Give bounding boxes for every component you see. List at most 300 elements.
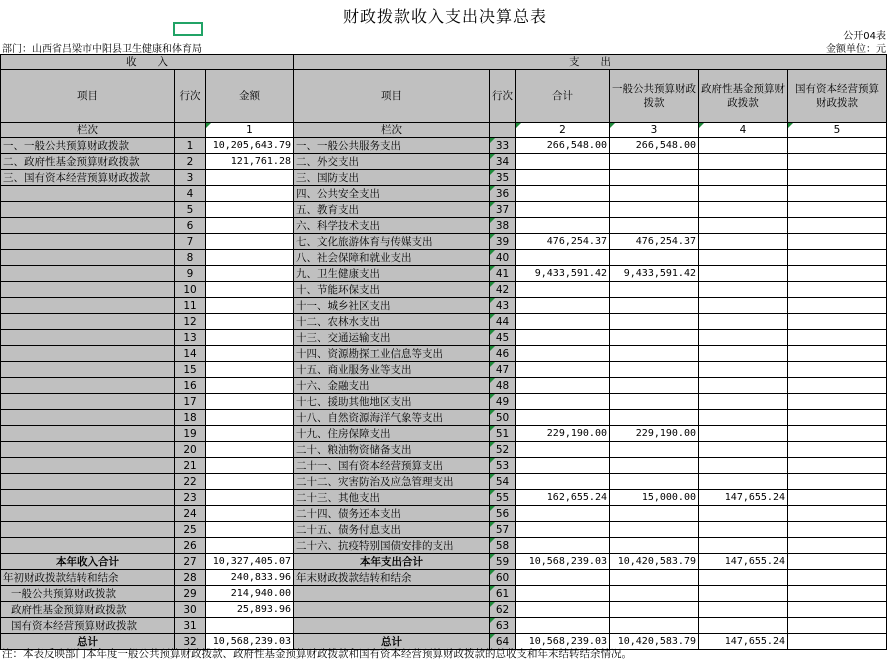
column-label-expense: 栏次 (294, 123, 490, 138)
state-capital-cell[interactable] (788, 554, 887, 570)
income-item-cell[interactable] (1, 346, 175, 362)
header-row-column-numbers (1, 123, 887, 138)
state-capital-cell[interactable] (788, 586, 887, 602)
gov-fund-cell[interactable] (699, 346, 788, 362)
state-capital-cell[interactable] (788, 474, 887, 490)
income-item-cell[interactable] (1, 330, 175, 346)
state-capital-cell[interactable] (788, 490, 887, 506)
gov-fund-cell[interactable] (699, 538, 788, 554)
total-amount-cell[interactable] (516, 442, 610, 458)
general-budget-cell[interactable] (610, 410, 699, 426)
gov-fund-cell[interactable] (699, 314, 788, 330)
income-rowno-cell[interactable]: 20 (175, 442, 206, 458)
gov-fund-cell[interactable] (699, 394, 788, 410)
expense-item-cell[interactable]: 八、社会保障和就业支出 (294, 250, 490, 266)
total-amount-cell[interactable]: 9,433,591.42 (516, 266, 610, 282)
expense-rowno-cell[interactable]: 43 (490, 298, 516, 314)
general-budget-cell[interactable]: 10,420,583.79 (610, 634, 699, 650)
income-amount-cell[interactable] (206, 522, 294, 538)
expense-rowno-cell[interactable]: 34 (490, 154, 516, 170)
expense-rowno-cell[interactable]: 63 (490, 618, 516, 634)
expense-item-cell[interactable]: 十、节能环保支出 (294, 282, 490, 298)
table-row (1, 330, 887, 346)
income-rowno-cell[interactable]: 19 (175, 426, 206, 442)
total-amount-cell[interactable] (516, 602, 610, 618)
income-rowno-cell[interactable]: 17 (175, 394, 206, 410)
expense-rowno-cell[interactable]: 33 (490, 138, 516, 154)
income-item-cell[interactable] (1, 362, 175, 378)
income-amount-cell[interactable] (206, 314, 294, 330)
expense-item-cell[interactable]: 十四、资源勘探工业信息等支出 (294, 346, 490, 362)
income-item-cell[interactable]: 一、一般公共预算财政拨款 (1, 138, 175, 154)
state-capital-cell[interactable] (788, 442, 887, 458)
income-rowno-cell[interactable]: 15 (175, 362, 206, 378)
income-amount-cell[interactable] (206, 442, 294, 458)
expense-item-cell[interactable]: 二、外交支出 (294, 154, 490, 170)
gov-fund-cell[interactable] (699, 234, 788, 250)
expense-rowno-cell[interactable]: 56 (490, 506, 516, 522)
income-rowno-cell[interactable]: 25 (175, 522, 206, 538)
general-budget-cell[interactable] (610, 186, 699, 202)
gov-fund-cell[interactable] (699, 378, 788, 394)
general-budget-cell[interactable] (610, 618, 699, 634)
income-amount-cell[interactable] (206, 410, 294, 426)
income-amount-cell[interactable]: 10,568,239.03 (206, 634, 294, 650)
income-item-cell[interactable] (1, 282, 175, 298)
expense-rowno-cell[interactable]: 45 (490, 330, 516, 346)
gov-fund-cell[interactable] (699, 266, 788, 282)
income-amount-cell[interactable] (206, 218, 294, 234)
income-amount-header: 金额 (206, 70, 294, 123)
expense-rowno-cell[interactable]: 44 (490, 314, 516, 330)
state-capital-cell[interactable] (788, 314, 887, 330)
total-amount-cell[interactable] (516, 154, 610, 170)
total-amount-cell[interactable]: 10,568,239.03 (516, 634, 610, 650)
general-budget-cell[interactable]: 9,433,591.42 (610, 266, 699, 282)
gov-fund-cell[interactable] (699, 618, 788, 634)
total-amount-cell[interactable] (516, 570, 610, 586)
table-row (1, 154, 887, 170)
expense-item-cell[interactable]: 一、一般公共服务支出 (294, 138, 490, 154)
expense-rowno-cell[interactable]: 60 (490, 570, 516, 586)
income-rowno-cell[interactable]: 13 (175, 330, 206, 346)
expense-rowno-cell[interactable]: 37 (490, 202, 516, 218)
income-rowno-cell[interactable]: 8 (175, 250, 206, 266)
total-amount-cell[interactable] (516, 538, 610, 554)
general-budget-cell[interactable] (610, 218, 699, 234)
expense-rowno-cell[interactable]: 59 (490, 554, 516, 570)
state-capital-cell[interactable] (788, 378, 887, 394)
income-item-cell[interactable] (1, 522, 175, 538)
income-item-cell[interactable] (1, 186, 175, 202)
gov-fund-cell[interactable] (699, 426, 788, 442)
income-rowno-cell[interactable]: 16 (175, 378, 206, 394)
state-capital-cell[interactable] (788, 138, 887, 154)
income-amount-cell[interactable] (206, 426, 294, 442)
total-amount-cell[interactable] (516, 410, 610, 426)
income-amount-cell[interactable]: 10,327,405.07 (206, 554, 294, 570)
expense-rowno-cell[interactable]: 38 (490, 218, 516, 234)
general-budget-cell[interactable] (610, 362, 699, 378)
state-capital-cell[interactable] (788, 602, 887, 618)
general-budget-cell[interactable] (610, 202, 699, 218)
expense-rowno-cell[interactable]: 42 (490, 282, 516, 298)
state-capital-cell[interactable] (788, 186, 887, 202)
general-budget-cell[interactable] (610, 170, 699, 186)
expense-item-cell[interactable]: 年末财政拨款结转和结余 (294, 570, 490, 586)
income-amount-cell[interactable] (206, 170, 294, 186)
gov-fund-cell[interactable]: 147,655.24 (699, 554, 788, 570)
income-item-cell[interactable] (1, 266, 175, 282)
expense-rowno-cell[interactable]: 58 (490, 538, 516, 554)
state-capital-cell[interactable] (788, 506, 887, 522)
income-amount-cell[interactable] (206, 234, 294, 250)
total-amount-cell[interactable] (516, 314, 610, 330)
expense-rowno-cell[interactable]: 54 (490, 474, 516, 490)
total-amount-cell[interactable] (516, 394, 610, 410)
expense-item-cell[interactable]: 十一、城乡社区支出 (294, 298, 490, 314)
income-amount-cell[interactable] (206, 458, 294, 474)
expense-rowno-cell[interactable]: 46 (490, 346, 516, 362)
income-item-cell[interactable] (1, 442, 175, 458)
expense-item-cell[interactable]: 十二、农林水支出 (294, 314, 490, 330)
income-item-cell[interactable]: 三、国有资本经营预算财政拨款 (1, 170, 175, 186)
income-item-cell[interactable]: 二、政府性基金预算财政拨款 (1, 154, 175, 170)
income-amount-cell[interactable] (206, 250, 294, 266)
state-capital-cell[interactable] (788, 458, 887, 474)
state-capital-cell[interactable] (788, 170, 887, 186)
state-capital-cell[interactable] (788, 266, 887, 282)
state-capital-cell[interactable] (788, 634, 887, 650)
income-item-cell[interactable] (1, 394, 175, 410)
total-amount-cell[interactable] (516, 522, 610, 538)
gov-fund-cell[interactable] (699, 298, 788, 314)
income-rowno-cell[interactable]: 24 (175, 506, 206, 522)
state-capital-cell[interactable] (788, 218, 887, 234)
gov-fund-cell[interactable] (699, 474, 788, 490)
table-row (1, 202, 887, 218)
state-capital-cell[interactable] (788, 202, 887, 218)
income-amount-cell[interactable] (206, 330, 294, 346)
gov-fund-cell[interactable] (699, 186, 788, 202)
income-rowno-cell[interactable]: 30 (175, 602, 206, 618)
expense-item-cell[interactable]: 二十一、国有资本经营预算支出 (294, 458, 490, 474)
table-row (1, 362, 887, 378)
income-amount-cell[interactable] (206, 618, 294, 634)
state-capital-cell[interactable] (788, 298, 887, 314)
expense-item-cell[interactable] (294, 586, 490, 602)
income-item-cell[interactable] (1, 458, 175, 474)
income-amount-cell[interactable] (206, 506, 294, 522)
general-budget-cell[interactable] (610, 394, 699, 410)
income-rowno-cell[interactable]: 5 (175, 202, 206, 218)
gov-fund-cell[interactable] (699, 362, 788, 378)
total-amount-cell[interactable] (516, 298, 610, 314)
income-amount-cell[interactable]: 121,761.28 (206, 154, 294, 170)
state-capital-cell[interactable] (788, 362, 887, 378)
expense-item-cell[interactable]: 总计 (294, 634, 490, 650)
income-amount-cell[interactable]: 240,833.96 (206, 570, 294, 586)
income-amount-cell[interactable]: 10,205,643.79 (206, 138, 294, 154)
gov-fund-cell[interactable] (699, 250, 788, 266)
income-amount-cell[interactable]: 25,893.96 (206, 602, 294, 618)
total-amount-cell[interactable] (516, 186, 610, 202)
expense-item-cell[interactable]: 十六、金融支出 (294, 378, 490, 394)
gov-fund-cell[interactable] (699, 330, 788, 346)
expense-item-cell[interactable]: 二十六、抗疫特别国债安排的支出 (294, 538, 490, 554)
income-amount-cell[interactable]: 214,940.00 (206, 586, 294, 602)
state-capital-cell[interactable] (788, 234, 887, 250)
income-amount-cell[interactable] (206, 298, 294, 314)
income-item-cell[interactable] (1, 490, 175, 506)
expense-rowno-cell[interactable]: 47 (490, 362, 516, 378)
state-capital-cell[interactable] (788, 346, 887, 362)
expense-item-cell[interactable]: 四、公共安全支出 (294, 186, 490, 202)
state-capital-cell[interactable] (788, 426, 887, 442)
expense-rowno-cell[interactable]: 41 (490, 266, 516, 282)
expense-rowno-cell[interactable]: 52 (490, 442, 516, 458)
state-capital-cell[interactable] (788, 618, 887, 634)
total-amount-cell[interactable] (516, 458, 610, 474)
general-budget-cell[interactable] (610, 442, 699, 458)
total-amount-cell[interactable]: 162,655.24 (516, 490, 610, 506)
income-item-cell[interactable]: 年初财政拨款结转和结余 (1, 570, 175, 586)
income-amount-cell[interactable] (206, 202, 294, 218)
gov-fund-cell[interactable] (699, 282, 788, 298)
income-rowno-cell[interactable]: 23 (175, 490, 206, 506)
gov-fund-cell[interactable] (699, 218, 788, 234)
income-item-cell[interactable] (1, 202, 175, 218)
general-budget-cell[interactable] (610, 602, 699, 618)
general-budget-cell[interactable] (610, 346, 699, 362)
expense-item-cell[interactable]: 十九、住房保障支出 (294, 426, 490, 442)
income-item-cell[interactable] (1, 378, 175, 394)
general-budget-cell[interactable]: 266,548.00 (610, 138, 699, 154)
expense-rowno-cell[interactable]: 48 (490, 378, 516, 394)
expense-item-cell[interactable]: 三、国防支出 (294, 170, 490, 186)
income-item-cell[interactable]: 国有资本经营预算财政拨款 (1, 618, 175, 634)
income-rowno-cell[interactable]: 7 (175, 234, 206, 250)
income-amount-cell[interactable] (206, 362, 294, 378)
expense-rowno-cell[interactable]: 40 (490, 250, 516, 266)
general-budget-cell[interactable] (610, 458, 699, 474)
general-budget-cell[interactable]: 10,420,583.79 (610, 554, 699, 570)
total-amount-cell[interactable]: 266,548.00 (516, 138, 610, 154)
income-rowno-cell[interactable]: 27 (175, 554, 206, 570)
gov-fund-cell[interactable] (699, 458, 788, 474)
income-item-cell[interactable] (1, 410, 175, 426)
income-amount-cell[interactable] (206, 266, 294, 282)
general-budget-cell[interactable]: 229,190.00 (610, 426, 699, 442)
expense-rowno-cell[interactable]: 53 (490, 458, 516, 474)
total-amount-cell[interactable] (516, 346, 610, 362)
general-budget-cell[interactable] (610, 586, 699, 602)
income-amount-cell[interactable] (206, 186, 294, 202)
income-rowno-cell[interactable]: 29 (175, 586, 206, 602)
expense-rowno-cell[interactable]: 61 (490, 586, 516, 602)
income-item-cell[interactable] (1, 426, 175, 442)
general-budget-cell[interactable] (610, 154, 699, 170)
state-capital-cell[interactable] (788, 154, 887, 170)
gov-fund-cell[interactable] (699, 202, 788, 218)
income-rowno-cell[interactable]: 28 (175, 570, 206, 586)
general-budget-cell[interactable] (610, 522, 699, 538)
income-rowno-cell[interactable]: 3 (175, 170, 206, 186)
income-rowno-cell[interactable]: 31 (175, 618, 206, 634)
expense-item-cell[interactable]: 十七、援助其他地区支出 (294, 394, 490, 410)
income-rowno-cell[interactable]: 21 (175, 458, 206, 474)
total-amount-cell[interactable] (516, 282, 610, 298)
income-rowno-cell[interactable]: 32 (175, 634, 206, 650)
total-amount-cell[interactable] (516, 618, 610, 634)
income-amount-cell[interactable] (206, 346, 294, 362)
total-amount-cell[interactable] (516, 474, 610, 490)
gov-fund-cell[interactable] (699, 138, 788, 154)
expense-item-cell[interactable]: 十五、商业服务业等支出 (294, 362, 490, 378)
income-item-cell[interactable]: 一般公共预算财政拨款 (1, 586, 175, 602)
income-rowno-cell[interactable]: 12 (175, 314, 206, 330)
income-rowno-cell[interactable]: 11 (175, 298, 206, 314)
expense-item-cell[interactable]: 十三、交通运输支出 (294, 330, 490, 346)
expense-item-cell[interactable]: 二十五、债务付息支出 (294, 522, 490, 538)
expense-rowno-cell[interactable]: 55 (490, 490, 516, 506)
expense-item-cell[interactable] (294, 602, 490, 618)
general-budget-cell[interactable] (610, 570, 699, 586)
expense-rowno-cell[interactable]: 62 (490, 602, 516, 618)
gov-fund-cell[interactable] (699, 170, 788, 186)
total-amount-cell[interactable] (516, 202, 610, 218)
total-amount-cell[interactable] (516, 362, 610, 378)
income-item-cell[interactable] (1, 506, 175, 522)
gov-fund-cell[interactable]: 147,655.24 (699, 490, 788, 506)
income-rowno-cell[interactable]: 10 (175, 282, 206, 298)
total-amount-cell[interactable]: 476,254.37 (516, 234, 610, 250)
general-budget-cell[interactable] (610, 314, 699, 330)
gov-fund-cell[interactable]: 147,655.24 (699, 634, 788, 650)
expense-rowno-cell[interactable]: 36 (490, 186, 516, 202)
expense-rowno-cell[interactable]: 39 (490, 234, 516, 250)
income-amount-cell[interactable] (206, 378, 294, 394)
general-budget-cell[interactable] (610, 474, 699, 490)
table-row (1, 410, 887, 426)
total-amount-cell[interactable] (516, 250, 610, 266)
income-rowno-cell[interactable]: 1 (175, 138, 206, 154)
state-capital-cell[interactable] (788, 282, 887, 298)
state-capital-cell[interactable] (788, 394, 887, 410)
general-budget-cell[interactable] (610, 330, 699, 346)
gov-fund-cell[interactable] (699, 602, 788, 618)
total-amount-cell[interactable]: 10,568,239.03 (516, 554, 610, 570)
income-rowno-cell[interactable]: 18 (175, 410, 206, 426)
general-budget-cell[interactable] (610, 378, 699, 394)
table-row (1, 186, 887, 202)
expense-item-cell[interactable]: 七、文化旅游体育与传媒支出 (294, 234, 490, 250)
expense-item-cell[interactable]: 六、科学技术支出 (294, 218, 490, 234)
expense-rowno-cell[interactable]: 57 (490, 522, 516, 538)
state-capital-cell[interactable] (788, 250, 887, 266)
income-item-cell[interactable] (1, 234, 175, 250)
state-capital-cell[interactable] (788, 538, 887, 554)
total-amount-cell[interactable] (516, 330, 610, 346)
income-amount-cell[interactable] (206, 538, 294, 554)
gov-fund-cell[interactable] (699, 154, 788, 170)
expense-rowno-cell[interactable]: 35 (490, 170, 516, 186)
expense-item-cell[interactable] (294, 618, 490, 634)
income-amount-cell[interactable] (206, 490, 294, 506)
expense-item-cell[interactable]: 九、卫生健康支出 (294, 266, 490, 282)
general-budget-cell[interactable] (610, 538, 699, 554)
income-item-cell[interactable]: 总计 (1, 634, 175, 650)
income-item-cell[interactable]: 政府性基金预算财政拨款 (1, 602, 175, 618)
state-capital-cell[interactable] (788, 410, 887, 426)
form-code: 公开04表 (843, 31, 886, 42)
income-amount-cell[interactable] (206, 474, 294, 490)
gov-fund-cell[interactable] (699, 586, 788, 602)
expense-item-cell[interactable]: 十八、自然资源海洋气象等支出 (294, 410, 490, 426)
state-capital-cell[interactable] (788, 522, 887, 538)
income-rowno-cell[interactable]: 22 (175, 474, 206, 490)
gov-fund-cell[interactable] (699, 522, 788, 538)
general-budget-cell[interactable]: 476,254.37 (610, 234, 699, 250)
expense-item-cell[interactable]: 五、教育支出 (294, 202, 490, 218)
income-amount-cell[interactable] (206, 282, 294, 298)
expense-item-cell[interactable]: 二十、粮油物资储备支出 (294, 442, 490, 458)
expense-rowno-cell[interactable]: 50 (490, 410, 516, 426)
expense-rowno-cell[interactable]: 51 (490, 426, 516, 442)
general-budget-cell[interactable] (610, 298, 699, 314)
active-cell-cursor[interactable] (173, 22, 203, 36)
expense-item-cell[interactable]: 本年支出合计 (294, 554, 490, 570)
total-amount-cell[interactable] (516, 378, 610, 394)
income-amount-cell[interactable] (206, 394, 294, 410)
expense-rowno-cell[interactable]: 64 (490, 634, 516, 650)
income-item-cell[interactable] (1, 298, 175, 314)
income-rowno-cell[interactable]: 6 (175, 218, 206, 234)
income-rowno-cell[interactable]: 4 (175, 186, 206, 202)
total-amount-cell[interactable] (516, 218, 610, 234)
income-rowno-cell[interactable]: 26 (175, 538, 206, 554)
state-capital-cell[interactable] (788, 570, 887, 586)
expense-item-cell[interactable]: 二十二、灾害防治及应急管理支出 (294, 474, 490, 490)
income-rowno-cell[interactable]: 9 (175, 266, 206, 282)
general-budget-cell[interactable] (610, 250, 699, 266)
total-amount-cell[interactable] (516, 586, 610, 602)
income-section-header: 收 入 (1, 55, 294, 70)
total-amount-cell[interactable] (516, 170, 610, 186)
gov-fund-cell[interactable] (699, 442, 788, 458)
income-item-cell[interactable] (1, 218, 175, 234)
income-rowno-cell[interactable]: 14 (175, 346, 206, 362)
general-budget-cell[interactable] (610, 282, 699, 298)
gov-fund-cell[interactable] (699, 506, 788, 522)
income-item-cell[interactable]: 本年收入合计 (1, 554, 175, 570)
expense-item-cell[interactable]: 二十三、其他支出 (294, 490, 490, 506)
income-rowno-cell[interactable]: 2 (175, 154, 206, 170)
income-item-cell[interactable] (1, 250, 175, 266)
expense-rowno-cell[interactable]: 49 (490, 394, 516, 410)
income-item-cell[interactable] (1, 314, 175, 330)
general-budget-cell[interactable] (610, 506, 699, 522)
income-item-cell[interactable] (1, 538, 175, 554)
state-capital-cell[interactable] (788, 330, 887, 346)
income-item-cell[interactable] (1, 474, 175, 490)
expense-item-cell[interactable]: 二十四、债务还本支出 (294, 506, 490, 522)
gov-fund-cell[interactable] (699, 570, 788, 586)
total-amount-cell[interactable]: 229,190.00 (516, 426, 610, 442)
total-amount-cell[interactable] (516, 506, 610, 522)
general-budget-cell[interactable]: 15,000.00 (610, 490, 699, 506)
gov-fund-cell[interactable] (699, 410, 788, 426)
